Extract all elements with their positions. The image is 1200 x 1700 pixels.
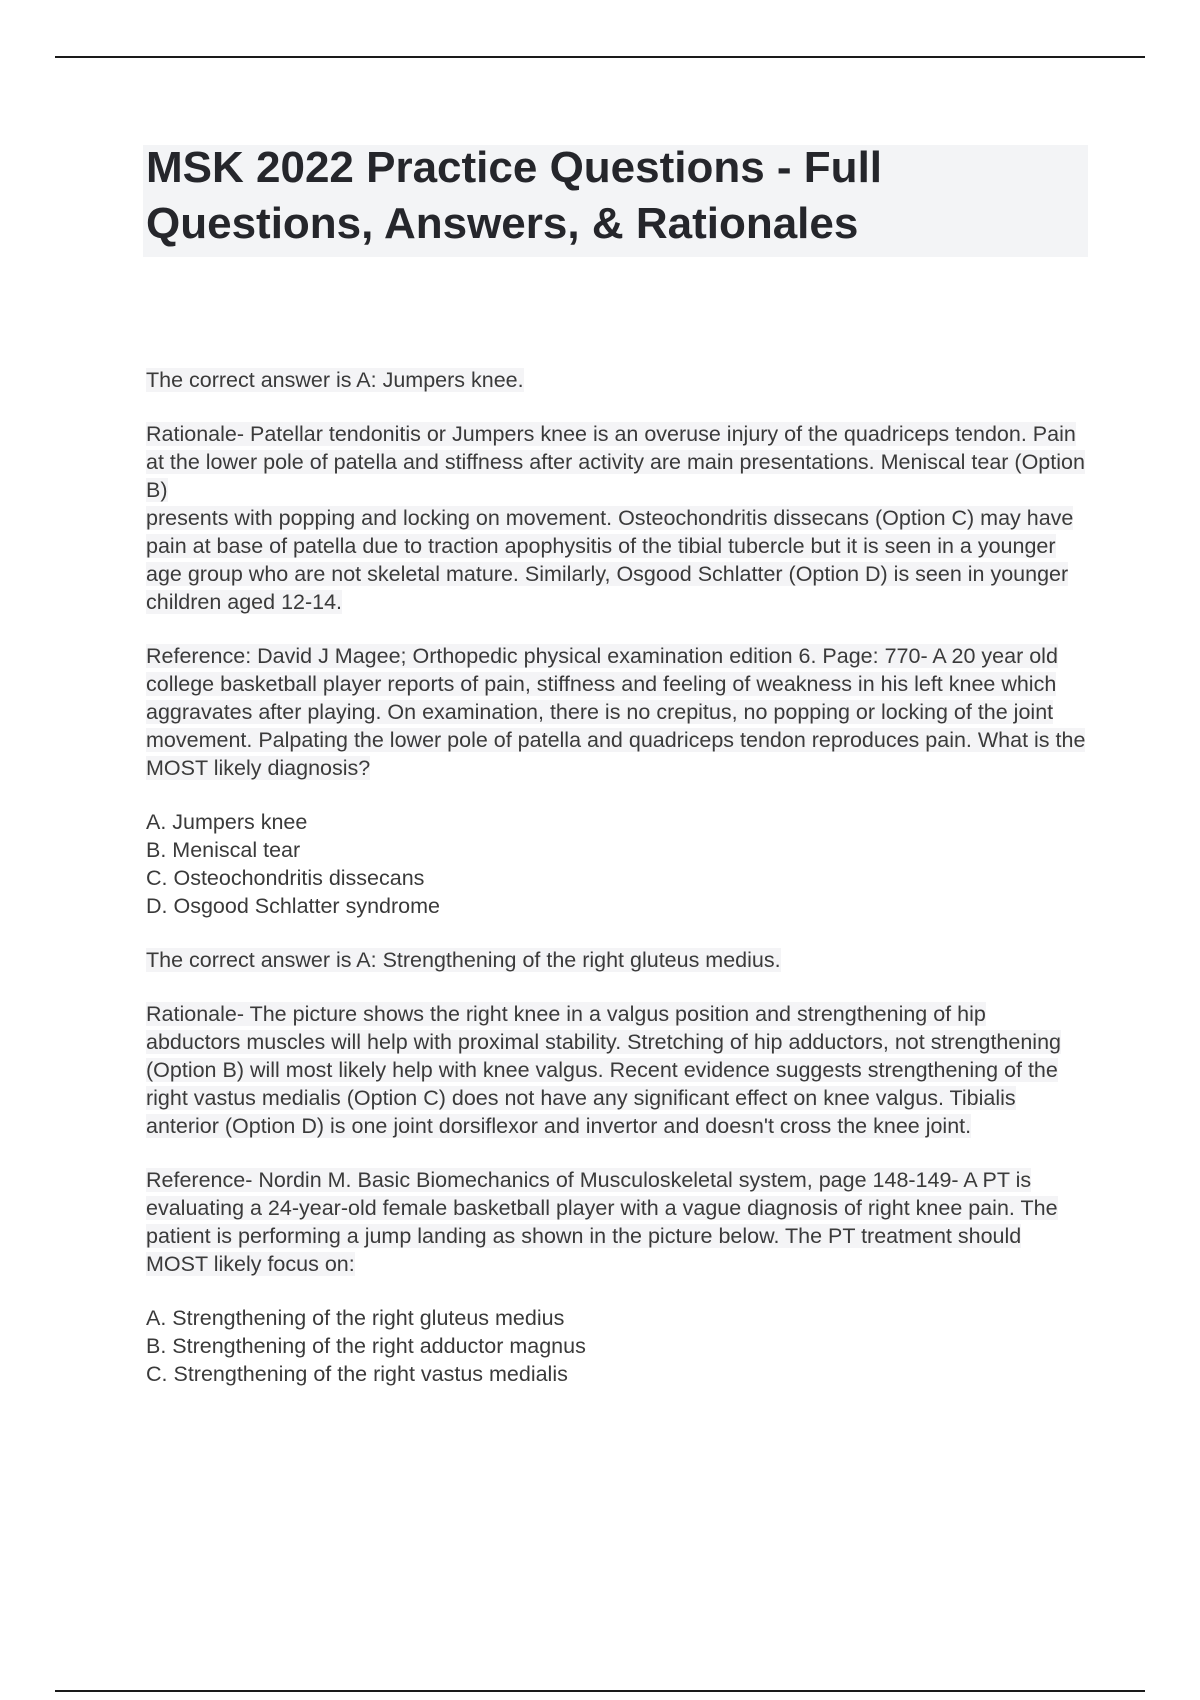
q1-reference: Reference: David J Magee; Orthopedic physical examination edition 6. Page: 770- A 20 year old college basketball player reports of pain, stiffness and feeling of weakness in his left knee which aggravates after playing. On examination, there is no crepitus, no popping or locking of the joint movement. Palpating the lower pole of patella and quadriceps tendon reproduces pain. What is the MOST likely diagnosis? bbox=[146, 644, 1086, 780]
document-body bbox=[146, 366, 1086, 1414]
q1-options bbox=[146, 808, 1086, 920]
q2-options bbox=[146, 1304, 1086, 1388]
q2-option-c: C. Strengthening of the right vastus medialis bbox=[146, 1362, 568, 1386]
bottom-divider bbox=[55, 1690, 1145, 1692]
q1-option-a: A. Jumpers knee bbox=[146, 810, 308, 834]
q1-option-d: D. Osgood Schlatter syndrome bbox=[146, 894, 440, 918]
document-title: MSK 2022 Practice Questions - Full Questions, Answers, & Rationales bbox=[146, 143, 883, 248]
q2-answer: The correct answer is A: Strengthening of the right gluteus medius. bbox=[146, 948, 781, 972]
q1-answer: The correct answer is A: Jumpers knee. bbox=[146, 368, 524, 392]
q1-option-b: B. Meniscal tear bbox=[146, 838, 301, 862]
q2-option-b: B. Strengthening of the right adductor magnus bbox=[146, 1334, 586, 1358]
q2-option-a: A. Strengthening of the right gluteus medius bbox=[146, 1306, 565, 1330]
top-divider bbox=[55, 56, 1145, 58]
q2-reference: Reference- Nordin M. Basic Biomechanics of Musculoskeletal system, page 148-149- A PT is evaluating a 24-year-old female basketball player with a vague diagnosis of right knee pain. The patient is performing a jump landing as shown in the picture below. The PT treatment should MOST likely focus on: bbox=[146, 1168, 1058, 1276]
q1-option-c: C. Osteochondritis dissecans bbox=[146, 866, 425, 890]
q2-rationale: Rationale- The picture shows the right knee in a valgus position and strengthening of hip abductors muscles will help with proximal stability. Stretching of hip adductors, not strengthening (Option B) will most likely help with knee valgus. Recent evidence suggests strengthening of the right vastus medialis (Option C) does not have any significant effect on knee valgus. Tibialis anterior (Option D) is one joint dorsiflexor and invertor and doesn't cross the knee joint. bbox=[146, 1002, 1061, 1138]
q1-rationale: Rationale- Patellar tendonitis or Jumpers knee is an overuse injury of the quadriceps tendon. Pain at the lower pole of patella and stiffness after activity are main presentations. Meniscal tear (Option B) presents with popping and locking on movement. Osteochondritis dissecans (Option C) may have pain at base of patella due to traction apophysitis of the tibial tubercle but it is seen in a younger age group who are not skeletal mature. Similarly, Osgood Schlatter (Option D) is seen in younger children aged 12-14. bbox=[146, 422, 1085, 614]
